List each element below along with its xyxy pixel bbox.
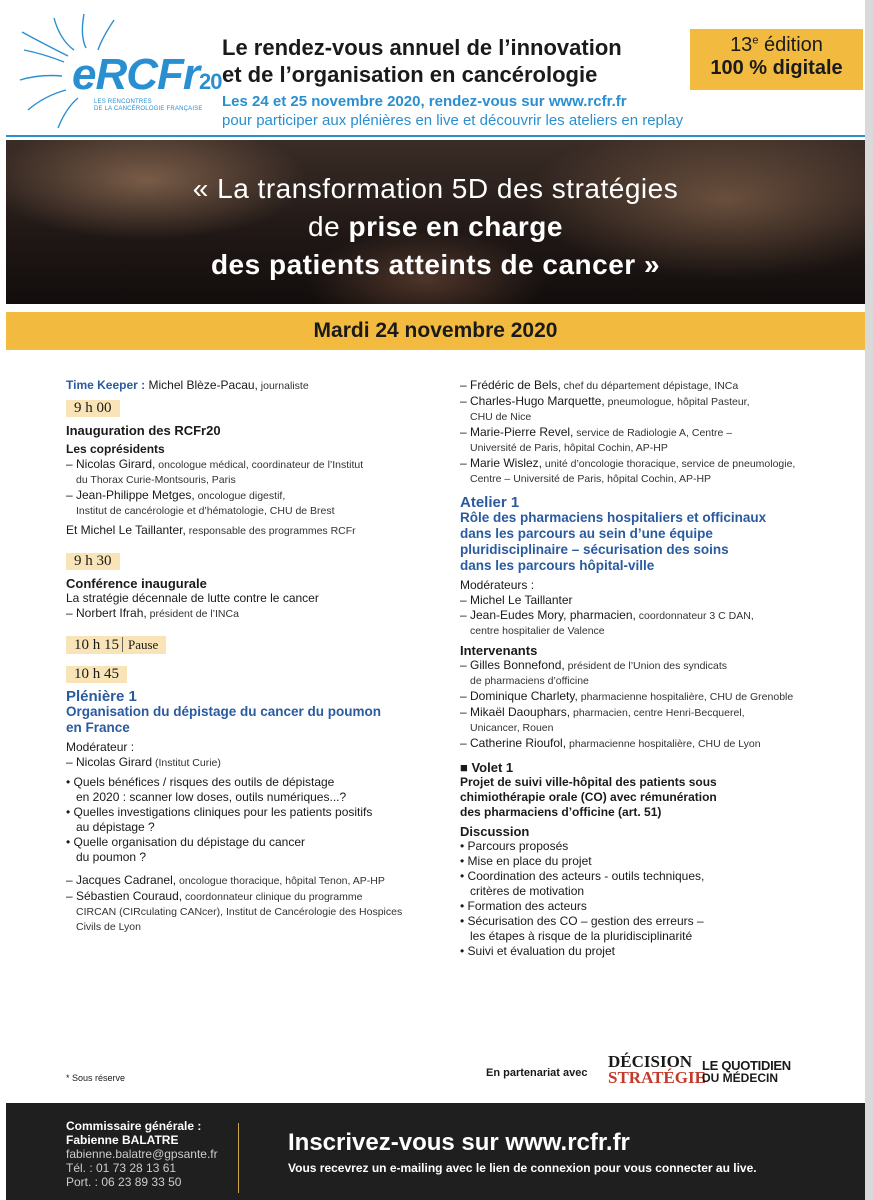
speaker-3-role: chef du département dépistage, INCa [560,380,739,392]
edition-digital: 100 % digitale [710,57,843,79]
speaker-6-role-2: Centre – Université de Paris, hôpital Cochin, AP-HP [470,473,712,485]
speaker-5-name: – Marie-Pierre Revel, [460,425,574,439]
discussion-item-1: • Parcours proposés [460,839,569,853]
atelier-subtitle-3: pluridisciplinaire – sécurisation des soins [460,542,729,557]
register-note: Vous recevrez un e-mailing avec le lien de connexion pour vous connecter au live. [288,1161,757,1175]
moderators-label: Modérateurs : [460,578,535,592]
copresidents-label: Les coprésidents [66,442,165,456]
footer-contact [66,1119,218,1189]
speaker-2-role-3: Civils de Lyon [76,921,141,933]
intervenants-label: Intervenants [460,643,538,658]
speaker-5-role-2: Université de Paris, hôpital Cochin, AP-HP [470,442,668,454]
logo-sub-1: LES RENCONTRES [94,99,152,105]
banner-line-3: des patients atteints de cancer » [210,249,661,280]
commissaire-label: Commissaire générale : [66,1119,202,1133]
partner-label: En partenariat avec [486,1067,588,1079]
moderator-label: Modérateur : [66,740,135,754]
reserve-note: * Sous réserve [66,1073,126,1083]
time-slot-2: 9 h 30 [66,553,120,570]
intervenant-1-role: président de l’Union des syndicats [564,660,728,672]
question-3b: du poumon ? [76,850,147,864]
speaker-3-name: – Frédéric de Bels, [460,378,561,392]
header-dates: Les 24 et 25 novembre 2020, rendez-vous sur www.rcfr.fr [222,93,627,110]
decision-logo-text-1: DÉCISION [608,1052,693,1071]
banner-line-1: « La transformation 5D des stratégies [192,173,679,204]
volet-text-1: Projet de suivi ville-hôpital des patients sous [460,775,717,789]
time-slot-1: 9 h 00 [66,400,120,417]
pause-label: Pause [122,637,158,652]
discussion-item-6: • Suivi et évaluation du projet [460,944,615,958]
footer [6,1103,865,1200]
timekeeper-role: journaliste [257,380,309,392]
speaker-4-role-2: CHU de Nice [470,411,532,423]
banner-line-2b: prise en charge [348,211,563,242]
speaker-6-role: unité d’oncologie thoracique, service de pneumologie, [542,458,796,470]
discussion-item-3a: • Coordination des acteurs - outils techniques, [460,869,705,883]
commissaire-email[interactable]: fabienne.balatre@gpsante.fr [66,1147,218,1161]
commissaire-port: Port. : 06 23 89 33 50 [66,1175,182,1189]
logo-sub-2: DE LA CANCÉROLOGIE FRANÇAISE [94,106,203,112]
intervenant-2-role: pharmacienne hospitalière, CHU de Grenoble [577,691,794,703]
conference-speaker-role: président de l’INCa [146,608,239,620]
moderator-name: – Nicolas Girard [66,755,153,769]
atelier-subtitle-1: Rôle des pharmaciens hospitaliers et officinaux [460,510,767,525]
question-1b: en 2020 : scanner low doses, outils numériques...? [76,790,347,804]
intervenant-2-name: – Dominique Charlety, [460,689,578,703]
copresident-1-role-2: du Thorax Curie-Montsouris, Paris [76,474,236,486]
copresident-3-role: responsable des programmes RCFr [185,525,356,537]
logo-number: 20 [199,69,222,94]
edition-badge [690,29,863,90]
header-title-1: Le rendez-vous annuel de l’innovation [222,35,622,60]
question-2b: au dépistage ? [76,820,155,834]
pleniere-title: Plénière 1 [66,688,137,705]
commissaire-tel: Tél. : 01 73 28 13 61 [66,1161,177,1175]
intervenant-3-role: pharmacien, centre Henri-Becquerel, [570,707,745,719]
copresident-1-role: oncologue médical, coordinateur de l’Institut [155,459,364,471]
footer-divider [238,1123,239,1193]
moderator-2-name: – Jean-Eudes Mory, pharmacien, [460,608,636,622]
left-column [66,378,436,935]
copresident-2-role-2: Institut de cancérologie et d’hématologie, CHU de Brest [76,505,335,517]
decision-strategie-logo [608,1052,706,1092]
conference-speaker: – Norbert Ifrah, [66,606,147,620]
banner [6,140,865,304]
question-1a: • Quels bénéfices / risques des outils de dépistage [66,775,335,789]
decision-logo-text-2: STRATÉGIE [608,1068,706,1087]
atelier-title: Atelier 1 [460,494,520,511]
discussion-item-3b: critères de motivation [470,884,585,898]
speaker-2-name: – Sébastien Couraud, [66,889,183,903]
discussion-label: Discussion [460,824,530,839]
speaker-5-role: service de Radiologie A, Centre – [573,427,733,439]
date-bar: Mardi 24 novembre 2020 [6,312,865,350]
volet-title: ■ Volet 1 [460,760,514,775]
volet-text-2: chimiothérapie orale (CO) avec rémunération [460,790,717,804]
speaker-1-role: oncologue thoracique, hôpital Tenon, AP-HP [176,875,385,887]
speaker-2-role-2: CIRCAN (CIRculating CANcer), Institut de Cancérologie des Hospices [76,906,403,918]
discussion-item-5a: • Sécurisation des CO – gestion des erreurs – [460,914,704,928]
copresident-2-role: oncologue digestif, [194,490,286,502]
question-3a: • Quelle organisation du dépistage du cancer [66,835,306,849]
conference-title: Conférence inaugurale [66,576,207,591]
commissaire-name: Fabienne BALATRE [66,1133,179,1147]
intervenant-3-role-2: Unicancer, Rouen [470,722,554,734]
right-column [460,378,820,959]
copresident-2-name: – Jean-Philippe Metges, [66,488,195,502]
quotidien-logo-text-2: DU MÉDECIN [702,1071,779,1085]
conference-subtitle: La stratégie décennale de lutte contre le cancer [66,591,319,605]
speaker-6-name: – Marie Wislez, [460,456,543,470]
time-slot-4: 10 h 45 [66,666,127,683]
speaker-4-role: pneumologue, hôpital Pasteur, [604,396,750,408]
timekeeper-label: Time Keeper : [66,378,146,392]
intervenant-1-role-2: de pharmaciens d’officine [470,675,589,687]
speaker-2-role: coordonnateur clinique du programme [182,891,363,903]
time-slot-3 [66,636,166,654]
time-slot-3-time: 10 h 15 [74,637,119,653]
page-edge [865,0,873,1200]
register-cta[interactable]: Inscrivez-vous sur www.rcfr.fr [288,1129,630,1156]
banner-line-2a: de [308,211,349,242]
copresident-1-name: – Nicolas Girard, [66,457,156,471]
intervenant-4-name: – Catherine Rioufol, [460,736,567,750]
timekeeper-name: Michel Blèze-Pacau, [145,378,258,392]
banner-text [6,170,865,284]
logo-main: eRCFr [72,50,200,99]
moderator-2-role-2: centre hospitalier de Valence [470,625,605,637]
copresident-3-name: Et Michel Le Taillanter, [66,523,186,537]
header-rule [6,135,865,137]
moderator-role: (Institut Curie) [152,757,221,769]
moderator-2-role: coordonnateur 3 C DAN, [635,610,754,622]
moderator-1: – Michel Le Taillanter [460,593,573,607]
atelier-subtitle-4: dans les parcours hôpital-ville [460,558,655,573]
speaker-4-name: – Charles-Hugo Marquette, [460,394,605,408]
quotidien-medecin-logo [702,1058,802,1085]
quotidien-logo-text-1: LE QUOTIDIEN [702,1058,791,1073]
header-subtitle: pour participer aux plénières en live et découvrir les ateliers en replay [222,112,684,129]
atelier-subtitle-2: dans les parcours au sein d’une équipe [460,526,713,541]
edition-word: édition [758,34,823,56]
header-title-2: et de l’organisation en cancérologie [222,62,598,87]
header-title [222,34,622,88]
discussion-item-5b: les étapes à risque de la pluridisciplinarité [470,929,693,943]
pleniere-subtitle-2: en France [66,720,130,735]
edition-sup: e [752,34,759,47]
pleniere-subtitle-1: Organisation du dépistage du cancer du poumon [66,704,382,719]
rcfr-logo [14,10,222,130]
volet-text-3: des pharmaciens d’officine (art. 51) [460,805,662,819]
intervenant-1-name: – Gilles Bonnefond, [460,658,565,672]
intervenant-3-name: – Mikaël Daouphars, [460,705,571,719]
speaker-1-name: – Jacques Cadranel, [66,873,177,887]
discussion-item-4: • Formation des acteurs [460,899,587,913]
inauguration-title: Inauguration des RCFr20 [66,423,221,438]
question-2a: • Quelles investigations cliniques pour les patients positifs [66,805,373,819]
discussion-item-2: • Mise en place du projet [460,854,592,868]
intervenant-4-role: pharmacienne hospitalière, CHU de Lyon [566,738,761,750]
edition-number: 13 [730,34,753,56]
